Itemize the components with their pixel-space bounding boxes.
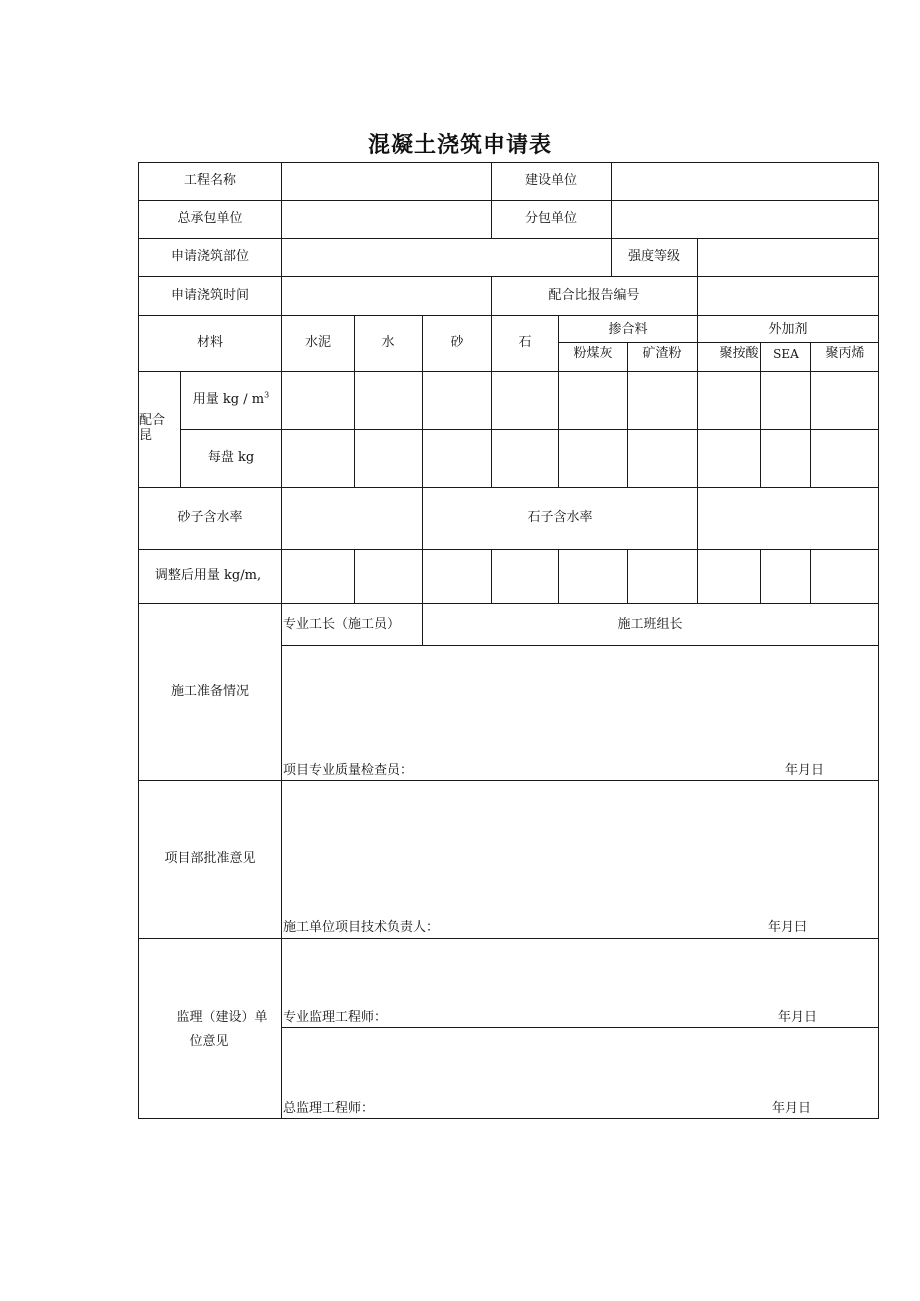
mix-ratio-label: 配合 <box>139 413 166 428</box>
admixture-header: 掺合料 <box>608 322 648 337</box>
subcontractor-field[interactable] <box>612 201 878 238</box>
usage-per-m3-label: 用量 kg / $m^3$ <box>192 390 270 407</box>
col-line <box>611 238 612 276</box>
stone-moisture-label: 石子含水率 <box>527 510 593 525</box>
col-line <box>491 315 492 487</box>
row-line <box>138 1118 879 1119</box>
project-approval-label: 项目部批准意见 <box>164 851 256 866</box>
supervision-opinion-label-2: 位意见 <box>189 1034 229 1049</box>
strength-grade-label: 强度等级 <box>627 249 681 264</box>
row-line <box>138 371 879 372</box>
tech-lead-label: 施工单位项目技术负责人： <box>283 920 440 935</box>
prep-status-field[interactable] <box>282 646 878 756</box>
col-line <box>354 315 355 487</box>
slag-powder-header: 矿渣粉 <box>642 346 682 361</box>
col-line <box>627 342 628 487</box>
col-line <box>697 315 698 603</box>
subcontractor-label: 分包单位 <box>524 211 578 226</box>
adjusted-usage-label: 调整后用量 kg/m, <box>154 568 262 583</box>
col-line <box>558 549 559 603</box>
additive-header: 外加剂 <box>768 322 808 337</box>
col-line <box>491 276 492 315</box>
supervision-opinion-label: 监理（建设）单 <box>176 1010 268 1025</box>
foreman-label: 专业工长（施工员） <box>283 617 401 632</box>
col-line <box>354 549 355 603</box>
construction-unit-field[interactable] <box>612 163 878 200</box>
construction-unit-label: 建设单位 <box>524 173 578 188</box>
project-approval-field[interactable] <box>282 781 878 911</box>
material-label: 材料 <box>196 335 224 350</box>
stone-moisture-field[interactable] <box>698 488 878 549</box>
col-line <box>810 549 811 603</box>
col-line <box>878 162 879 1119</box>
polycarboxylate-header: 聚按酸 <box>719 346 759 361</box>
col-line <box>810 342 811 487</box>
specialist-engineer-label: 专业监理工程师： <box>283 1010 388 1025</box>
sand-moisture-label: 砂子含水率 <box>177 510 243 525</box>
polypropylene-header: 聚丙烯 <box>825 346 865 361</box>
row-line <box>138 603 879 604</box>
col-line <box>760 549 761 603</box>
row-line <box>138 549 879 550</box>
chief-engineer-label: 总监理工程师： <box>283 1101 375 1116</box>
date-label: 年月日 <box>772 1101 812 1116</box>
col-line <box>491 549 492 603</box>
date-label: 年月曰 <box>768 920 808 935</box>
stone-header: 石 <box>518 335 532 350</box>
prep-status-label: 施工准备情况 <box>170 684 250 699</box>
general-contractor-label: 总承包单位 <box>177 211 243 226</box>
date-label: 年月日 <box>778 1010 818 1025</box>
sand-header: 砂 <box>450 335 464 350</box>
date-label: 年月日 <box>785 763 825 778</box>
mix-report-label: 配合比报告编号 <box>548 288 640 303</box>
pour-location-field[interactable] <box>282 239 611 276</box>
cement-header: 水泥 <box>304 335 332 350</box>
row-line <box>180 429 879 430</box>
strength-grade-field[interactable] <box>698 239 878 276</box>
pour-location-label: 申请浇筑部位 <box>170 249 250 264</box>
col-line <box>760 342 761 487</box>
col-line <box>491 162 492 239</box>
pour-time-field[interactable] <box>282 277 491 315</box>
chief-opinion-field[interactable] <box>282 1028 878 1096</box>
sand-moisture-field[interactable] <box>282 488 422 549</box>
pour-time-label: 申请浇筑时间 <box>170 288 250 303</box>
project-name-label: 工程名称 <box>183 173 237 188</box>
form-title: 混凝土浇筑申请表 <box>367 133 552 158</box>
col-line <box>558 315 559 487</box>
sea-header: SEA <box>773 347 799 361</box>
project-name-field[interactable] <box>282 163 491 200</box>
col-line <box>422 315 423 645</box>
row-line <box>138 315 879 316</box>
team-leader-label: 施工班组长 <box>617 617 683 632</box>
mix-report-field[interactable] <box>698 277 878 315</box>
row-line <box>558 342 879 343</box>
col-line <box>138 162 139 1119</box>
general-contractor-field[interactable] <box>282 201 491 238</box>
col-line <box>180 371 181 487</box>
fly-ash-header: 粉煤灰 <box>573 346 613 361</box>
water-header: 水 <box>381 335 395 350</box>
specialist-opinion-field[interactable] <box>282 939 878 1005</box>
mix-ratio-label-2: 昆 <box>139 428 153 443</box>
quality-inspector-label: 项目专业质量检查员： <box>283 763 414 778</box>
per-batch-label: 每盘 kg <box>207 450 255 465</box>
col-line <box>627 549 628 603</box>
